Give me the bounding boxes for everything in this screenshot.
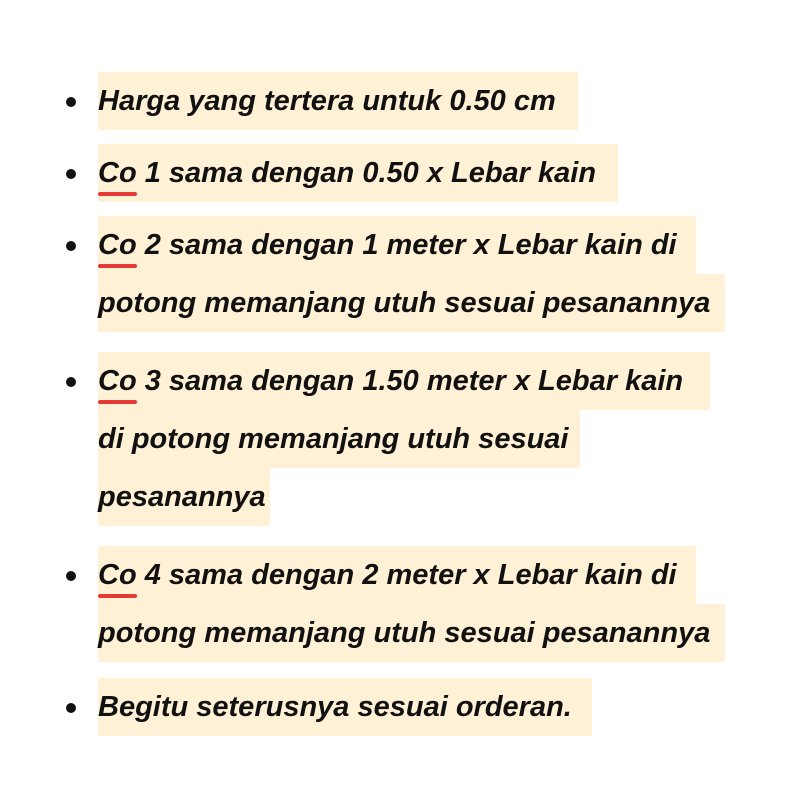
- line-text: potong memanjang utuh sesuai pesanannya: [98, 287, 711, 319]
- bullet-dot: [66, 571, 76, 581]
- co-underlined-word: Co: [98, 216, 137, 274]
- line-text: pesanannya: [98, 481, 266, 513]
- bullet-dot: [66, 703, 76, 713]
- bullet-dot: [66, 169, 76, 179]
- bullet-line: [98, 274, 725, 332]
- bullet-line: [98, 352, 710, 410]
- bullet-dot: [66, 97, 76, 107]
- line-text: Harga yang tertera untuk 0.50 cm: [98, 85, 556, 117]
- bullet-line: [98, 546, 696, 604]
- line-text: 3 sama dengan 1.50 meter x Lebar kain: [136, 365, 684, 397]
- co-underlined-word: Co: [98, 546, 137, 604]
- bullet-line: [98, 72, 578, 130]
- bullet-line: [98, 468, 270, 526]
- bullet-line: [98, 216, 696, 274]
- line-text: 1 sama dengan 0.50 x Lebar kain: [136, 157, 597, 189]
- line-text: di potong memanjang utuh sesuai: [98, 423, 569, 455]
- co-underlined-word: Co: [98, 352, 137, 410]
- line-text: potong memanjang utuh sesuai pesanannya: [98, 617, 711, 649]
- bullet-line: [98, 410, 580, 468]
- bullet-line: [98, 678, 592, 736]
- bullet-line: [98, 604, 725, 662]
- co-underlined-word: Co: [98, 144, 137, 202]
- line-text: 4 sama dengan 2 meter x Lebar kain di: [136, 559, 677, 591]
- line-text: 2 sama dengan 1 meter x Lebar kain di: [136, 229, 677, 261]
- bullet-line: [98, 144, 618, 202]
- line-text: Begitu seterusnya sesuai orderan.: [98, 691, 572, 723]
- bullet-dot: [66, 377, 76, 387]
- bullet-dot: [66, 241, 76, 251]
